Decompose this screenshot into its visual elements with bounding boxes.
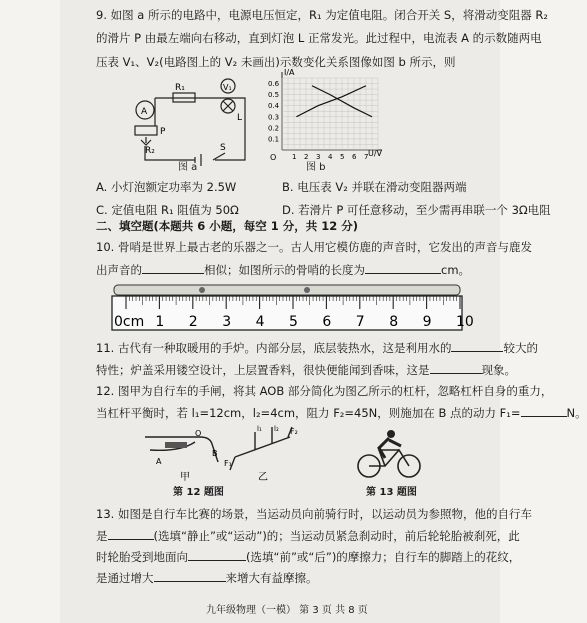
x-tick-label: 6 (352, 153, 357, 161)
label-f1: F₁ (224, 459, 232, 468)
q10-text-c: cm。 (441, 263, 471, 277)
section-2-heading: 二、填空题(本题共 6 小题，每空 1 分，共 12 分) (96, 219, 359, 233)
y-tick-label: 0.2 (268, 124, 280, 133)
y-tick-label: 0.3 (268, 113, 280, 122)
x-tick-label: 3 (316, 153, 321, 161)
q9-option-a: A. 小灯泡额定功率为 2.5W (96, 180, 237, 194)
ruler-number: 5 (289, 314, 298, 330)
q12-fig-caption: 第 12 题图 (173, 487, 224, 498)
ruler-figure (112, 281, 474, 331)
ruler-number: 1 (155, 314, 165, 330)
fig-b-caption: 图 b (306, 162, 326, 173)
r2-label: R₂ (145, 146, 155, 156)
q12-line2 (96, 405, 587, 420)
x-tick-label: 2 (304, 153, 309, 161)
q10-blank-1[interactable] (142, 262, 204, 274)
y-tick-label: 0.6 (268, 80, 280, 89)
q10-blank-2[interactable] (365, 262, 441, 274)
ruler-number: 8 (389, 314, 399, 330)
ruler-unit: 0cm (114, 314, 145, 330)
bone-whistle (114, 285, 460, 295)
x-tick-label: 1 (292, 153, 297, 161)
lamp-label: L (237, 113, 243, 123)
switch-label: S (220, 143, 226, 153)
y-axis-label: I/A (284, 68, 295, 77)
q13-text-e: 是通过增大 (96, 571, 154, 585)
label-o: O (195, 429, 202, 438)
rider-head (387, 430, 395, 438)
y-tick-label: 0.4 (268, 102, 280, 111)
q13-text-f: 来增大有益摩擦。 (225, 571, 318, 585)
series-line-1 (296, 86, 366, 117)
brake-figure (140, 422, 300, 482)
q11-line1 (96, 340, 538, 355)
chart-origin: O (270, 153, 277, 162)
rider-body (379, 438, 401, 458)
ruler-number: 10 (456, 314, 474, 330)
q13-blank-2[interactable] (188, 549, 246, 561)
label-f2: F₂ (290, 427, 298, 436)
r1-label: R₁ (175, 83, 185, 93)
q10-text-b: 相似；如图所示的骨哨的长度为 (204, 263, 365, 277)
q11-text-d: 现象。 (481, 363, 516, 377)
chart-iv (268, 66, 388, 162)
x-tick-label: 5 (340, 153, 345, 161)
q13-blank-3[interactable] (154, 570, 226, 582)
q13-text-b: (选填“静止”或“运动”)的；当运动员紧急刹动时，前后轮轮胎被刹死，此 (153, 529, 520, 543)
x-axis-label: U/V (368, 149, 383, 158)
q13-line1: 13. 如图是自行车比赛的场景，当运动员向前骑行时，以运动员为参照物，他的自行车 (96, 507, 532, 521)
q13-line4 (96, 570, 318, 585)
q9-line1: 9. 如图 a 所示的电路中，电源电压恒定，R₁ 为定值电阻。闭合开关 S，将滑动变阻器 R₂ (96, 8, 548, 22)
fig-jia: 甲 (180, 472, 190, 483)
ammeter-label: A (141, 107, 148, 117)
q12-blank[interactable] (521, 405, 567, 417)
q9-line3: 压表 V₁、V₂(电路图上的 V₂ 未画出)示数变化关系图像如图 b 所示，则 (96, 55, 456, 69)
page-footer: 九年级物理（一模） 第 3 页 共 8 页 (206, 605, 368, 616)
q9-option-d: D. 若滑片 P 可任意移动，至少需再串联一个 3Ω电阻 (282, 203, 551, 217)
y-tick-label: 0.5 (268, 91, 280, 100)
ruler-number: 2 (188, 314, 198, 330)
voltmeter-label: V₁ (223, 83, 232, 92)
q9-option-c: C. 定值电阻 R₁ 阻值为 50Ω (96, 203, 239, 217)
q10-text-a: 出声音的 (96, 263, 142, 277)
q10-line1: 10. 骨哨是世界上最古老的乐器之一。古人用它模仿鹿的声音时，它发出的声音与鹿发 (96, 240, 532, 254)
slider-label: P (160, 127, 166, 137)
q9-option-b: B. 电压表 V₂ 并联在滑动变阻器两端 (282, 180, 467, 194)
q12-text-b: N。 (566, 406, 587, 420)
q13-line2 (96, 528, 520, 543)
q13-fig-caption: 第 13 题图 (366, 487, 417, 498)
handle-grip (165, 442, 187, 448)
q11-line2 (96, 362, 516, 377)
q11-text-a: 11. 古代有一种取暖用的手炉。内部分层，底层装热水，这是利用水的 (96, 341, 452, 355)
label-l2: l₂ (274, 425, 279, 433)
whistle-hole (199, 287, 205, 293)
q13-text-d: (选填“前”或“后”)的摩擦力；自行车的脚踏上的花纹， (246, 550, 521, 564)
circuit-diagram (125, 68, 260, 168)
q12-line1: 12. 图甲为自行车的手闸，将其 AOB 部分简化为图乙所示的杠杆，忽略杠杆自身的重力， (96, 384, 553, 398)
ruler-number: 7 (355, 314, 365, 330)
label-b: B (212, 449, 218, 458)
ruler-number: 6 (322, 314, 332, 330)
q11-text-b: 较大的 (503, 341, 538, 355)
q13-line3 (96, 549, 520, 564)
cyclist-figure (355, 428, 425, 480)
q11-blank-2[interactable] (430, 362, 482, 374)
q9-line2: 的滑片 P 由最左端向右移动，直到灯泡 L 正常发光。此过程中，电流表 A 的示数随两电 (96, 31, 542, 45)
ruler-number: 9 (422, 314, 432, 330)
x-tick-label: 7 (364, 153, 369, 161)
bike-frame (369, 450, 409, 466)
fig-a-caption: 图 a (178, 162, 198, 173)
ruler-number: 4 (255, 314, 265, 330)
whistle-hole (304, 287, 310, 293)
q12-text-a: 当杠杆平衡时，若 l₁=12cm，l₂=4cm，阻力 F₂=45N，则施加在 B 点的动力 F₁= (96, 406, 521, 420)
ruler-number: 3 (222, 314, 232, 330)
q11-text-c: 特性；炉盖采用镂空设计，上层置香料，很快便能闻到香味，这是 (96, 363, 430, 377)
lever-diagram-path (235, 427, 290, 457)
q10-line2 (96, 262, 470, 277)
fig-yi: 乙 (258, 472, 268, 483)
force-arrow-path (230, 427, 292, 470)
q13-text-a: 是 (96, 529, 108, 543)
label-a: A (156, 457, 162, 466)
q11-blank-1[interactable] (451, 340, 503, 352)
label-l1: l₁ (257, 425, 262, 433)
ruler-body (112, 296, 462, 330)
x-tick-label: 4 (328, 153, 333, 161)
q13-text-c: 时轮胎受到地面向 (96, 550, 188, 564)
q13-blank-1[interactable] (108, 528, 154, 540)
y-tick-label: 0.1 (268, 135, 280, 144)
